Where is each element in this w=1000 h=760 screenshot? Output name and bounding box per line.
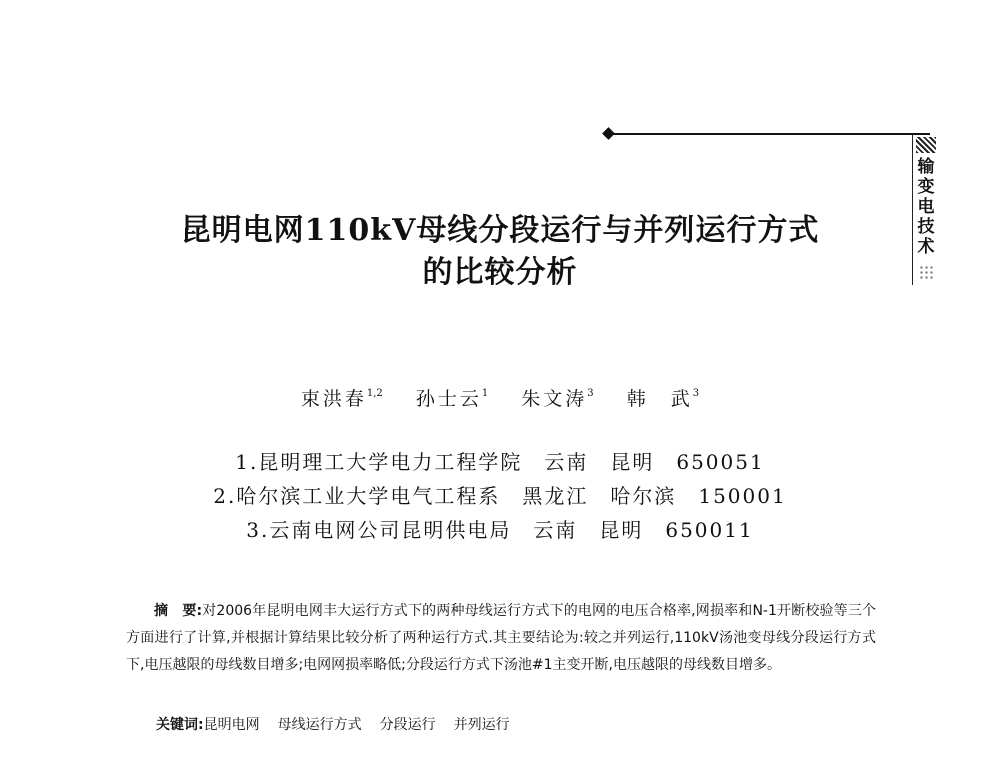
author-name: 韩 武 [626, 388, 693, 410]
author [521, 388, 593, 410]
header-rule-line [612, 133, 930, 135]
affiliation-line: 2.哈尔滨工业大学电气工程系 黑龙江 哈尔滨 150001 [213, 484, 787, 508]
affiliation-line: 1.昆明理工大学电力工程学院 云南 昆明 650051 [235, 450, 765, 474]
affiliation-list [150, 445, 850, 547]
affiliation-line: 3.云南电网公司昆明供电局 云南 昆明 650011 [246, 518, 754, 542]
author-affiliation-mark: 1 [481, 388, 489, 399]
keyword: 母线运行方式 [277, 717, 362, 733]
keyword: 分段运行 [379, 717, 436, 733]
author-name: 朱文涛 [521, 388, 588, 410]
keywords [156, 712, 876, 739]
abstract-text: 对2006年昆明电网丰大运行方式下的两种母线运行方式下的电网的电压合格率,网损率和N-1开断校验等三个方面进行了计算,并根据计算结果比较分析了两种运行方式.其主要结论为:较之并列运行,110kV汤池变母线分段运行方式下,电压越限的母线数目增多;电网网损率略低;分段运行方式下汤池#1主变开断,电压越限的母线数目增多。 [126, 603, 876, 673]
author-list [150, 381, 850, 412]
abstract [126, 598, 876, 679]
paper-title-line-2: 的比较分析 [422, 255, 578, 290]
author-name: 孙士云 [415, 388, 482, 410]
keyword: 并列运行 [453, 717, 510, 733]
column-tag-dots [919, 265, 933, 279]
keyword: 昆明电网 [203, 717, 260, 733]
column-tag [912, 135, 939, 285]
abstract-label: 摘 要: [154, 603, 203, 619]
author-affiliation-mark: 3 [692, 388, 700, 399]
keywords-label: 关键词: [156, 717, 204, 733]
column-tag-mark-icon [916, 137, 936, 153]
author [301, 388, 383, 410]
author-name: 束洪春 [300, 388, 367, 410]
author [627, 388, 699, 410]
author-affiliation-mark: 3 [587, 388, 594, 399]
column-tag-text: 输变电技术 [917, 157, 935, 257]
author-affiliation-mark: 1,2 [366, 388, 383, 399]
paper-title [120, 210, 880, 294]
paper-title-line-1: 昆明电网110kV母线分段运行与并列运行方式 [180, 213, 820, 248]
author [416, 388, 488, 410]
